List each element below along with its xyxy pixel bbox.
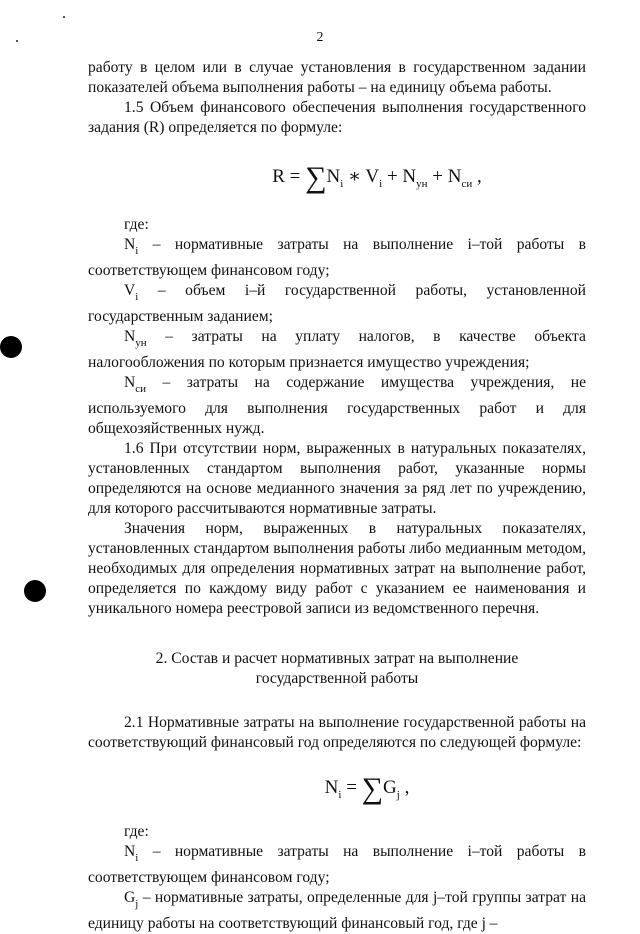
- where-label: где:: [124, 216, 149, 233]
- paragraph-continuation: работу в целом или в случае установления в государственном задании показателей объема выполнения работы – на единицу объема работы.: [88, 59, 586, 96]
- where-label-2: где:: [124, 823, 149, 840]
- formula-ni: $N_i = \sum G_j$ ,: [324, 772, 410, 805]
- section-title-line-1: 2. Состав и расчет нормативных затрат на выполнение: [155, 650, 519, 667]
- scan-speck: [63, 16, 65, 18]
- formula-r: $R = \sum N_i$ ∗ $V_i + N_{ун} + N_{си}$ ,: [272, 161, 482, 194]
- definition-ni-2: $N_i$ – нормативные затраты на выполнение i–той работы в соответствующем финансовом году;: [88, 843, 586, 886]
- definition-gj: $G_j$ – нормативные затраты, определенные для j–той группы затрат на единицу работы на соответствующий финансовый год, где j –: [88, 889, 586, 932]
- paragraph-1-5: 1.5 Объем финансового обеспечения выполнения государственного задания (R) определяется по формуле:: [88, 99, 586, 136]
- paragraph-1-6: 1.6 При отсутствии норм, выраженных в натуральных показателях, установленных стандартом выполнения работ, указанные нормы определяются на основе медианного значения за ряд лет по учреждению, для которого рассчитываются нормативные затраты.: [88, 440, 586, 517]
- binder-hole-top: [0, 336, 22, 358]
- definition-vi: $V_i$ – объем i–й государственной работы, установленной государственным заданием;: [88, 282, 586, 325]
- definition-nsi: $N_{си}$ – затраты на содержание имущества учреждения, не используемого для выполнения государственных работ и для общехозяйственных нужд.: [88, 374, 586, 437]
- paragraph-2-1: 2.1 Нормативные затраты на выполнение государственной работы на соответствующий финансовый год определяются по следующей формуле:: [88, 714, 586, 751]
- paragraph-values: Значения норм, выраженных в натуральных показателях, установленных стандартом выполнения работы либо медианным методом, необходимых для определения нормативных затрат на выполнение работ, определяется по каждому виду работ с указанием ее наименования и уникального номера реестровой записи из ведомственного перечня.: [88, 520, 586, 617]
- section-title-line-2: государственной работы: [255, 670, 419, 687]
- binder-hole-bottom: [24, 580, 46, 602]
- page-number: 2: [316, 30, 324, 45]
- definition-ni: $N_i$ – нормативные затраты на выполнение i–той работы в соответствующем финансовом году;: [88, 236, 586, 279]
- document-body: [88, 58, 586, 934]
- scan-speck: [16, 40, 18, 42]
- definition-nun: $N_{ун}$ – затраты на уплату налогов, в качестве объекта налогообложения по которым признается имущество учреждения;: [88, 328, 586, 371]
